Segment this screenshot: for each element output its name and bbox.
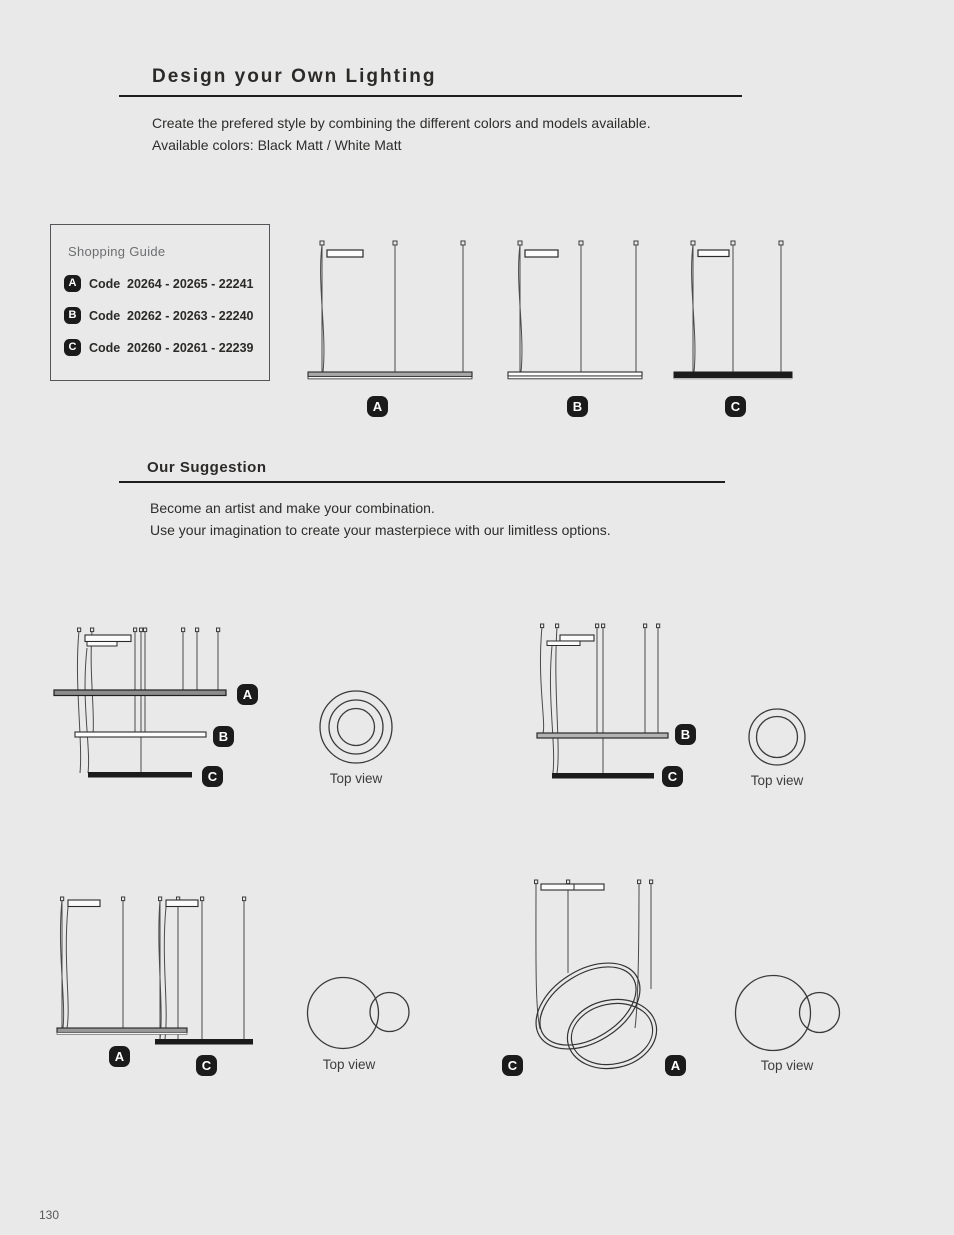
suggestion-line-2: Use your imagination to create your masterpiece with our limitless options. [150,521,611,538]
combo1-badge-c: C [202,766,223,787]
intro-line-2: Available colors: Black Matt / White Matt [152,136,402,153]
guide-badge-b: B [64,307,81,324]
combination-3-diagram [48,890,266,1052]
suggestion-line-1: Become an artist and make your combination. [150,500,435,516]
intro-text [152,113,651,156]
combo4-badge-c: C [502,1055,523,1076]
combo1-badge-b: B [213,726,234,747]
suggestion-text [150,498,611,541]
combination-1-diagram [48,622,266,790]
guide-badge-c: C [64,339,81,356]
combo4-badge-a: A [665,1055,686,1076]
combo1-badge-a: A [237,684,258,705]
page-number: 130 [39,1208,60,1222]
combination-1-top-view [316,687,396,767]
guide-badge-a: A [64,275,81,292]
model-b-badge: B [567,396,588,417]
combination-4-diagram [495,876,705,1081]
combination-2-diagram [530,618,680,788]
combo1-top-view-label: Top view [329,771,383,786]
combo4-top-view-label: Top view [760,1058,814,1073]
page-title: Design your Own Lighting [152,66,437,87]
guide-code-c: 20260 - 20261 - 22239 [127,341,254,355]
combo3-top-view-label: Top view [322,1057,376,1072]
combination-3-top-view [303,972,413,1054]
title-rule [119,95,742,97]
combination-4-top-view [731,970,843,1056]
guide-code-label-b: Code [89,309,121,323]
combo3-badge-a: A [109,1046,130,1067]
pendant-model-b-diagram [505,238,645,384]
combo3-badge-c: C [196,1055,217,1076]
shopping-guide-box [50,224,270,381]
combo2-top-view-label: Top view [750,773,804,788]
guide-code-label-c: Code [89,341,121,355]
pendant-model-a-diagram [305,238,475,384]
model-c-badge: C [725,396,746,417]
combo2-badge-c: C [662,766,683,787]
pendant-model-c-diagram [672,238,794,384]
guide-code-b: 20262 - 20263 - 22240 [127,309,254,323]
shopping-guide-title: Shopping Guide [68,244,166,259]
suggestion-rule [119,481,725,483]
guide-code-label-a: Code [89,277,121,291]
guide-code-a: 20264 - 20265 - 22241 [127,277,254,291]
combo2-badge-b: B [675,724,696,745]
model-a-badge: A [367,396,388,417]
intro-line-1: Create the prefered style by combining the different colors and models available. [152,115,651,131]
suggestion-title: Our Suggestion [147,459,267,476]
combination-2-top-view [747,707,807,767]
